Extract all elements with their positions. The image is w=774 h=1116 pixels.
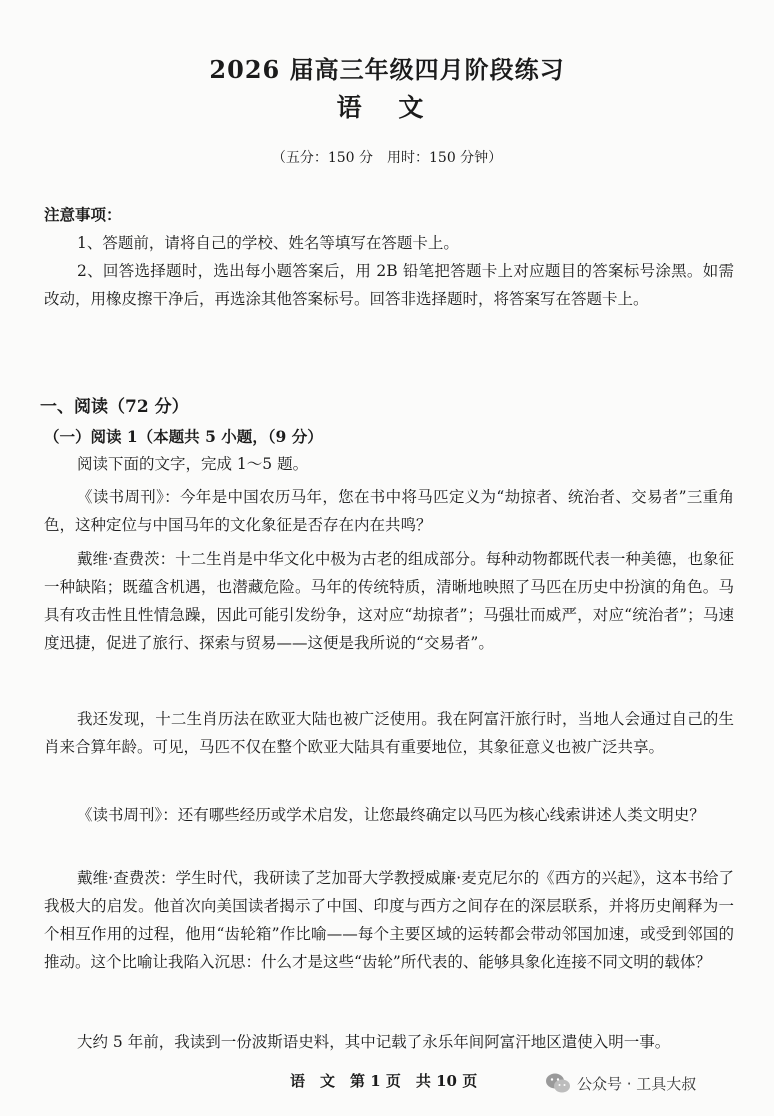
exam-meta: （五分：150 分 用时：150 分钟） <box>271 150 503 166</box>
watermark-text: 公众号 · 工具大叔 <box>577 1074 697 1093</box>
page-footer: 语 文 第 1 页 共 10 页 <box>290 1072 478 1090</box>
article-paragraph: 《读书周刊》：还有哪些经历或学术启发，让您最终确定以马匹为核心线索讲述人类文明史？ <box>77 806 705 824</box>
wechat-icon <box>545 1072 571 1094</box>
watermark <box>545 1072 696 1094</box>
notice-heading: 注意事项： <box>44 205 122 224</box>
sub-section-heading: （一）阅读 1（本题共 5 小题，（9 分） <box>44 427 323 446</box>
article-paragraph: 《读书周刊》：今年是中国农历马年，您在书中将马匹定义为“劫掠者、统治者、交易者”三重角色，这种定位与中国马年的文化象征是否存在内在共鸣？ <box>44 488 734 534</box>
article-paragraph: 我还发现，十二生肖历法在欧亚大陆也被广泛使用。我在阿富汗旅行时，当地人会通过自己的生肖来合算年龄。可见，马匹不仅在整个欧亚大陆具有重要地位，其象征意义也被广泛共享。 <box>44 710 734 756</box>
exam-title: 2026 届高三年级四月阶段练习 <box>209 55 565 84</box>
notice-item-1: 1、答题前，请将自己的学校、姓名等填写在答题卡上。 <box>77 234 459 252</box>
reading-instruction: 阅读下面的文字，完成 1～5 题。 <box>77 455 309 473</box>
article-paragraph: 大约 5 年前，我读到一份波斯语史料，其中记载了永乐年间阿富汗地区遣使入明一事。 <box>77 1033 671 1051</box>
notice-item-2: 2、回答选择题时，选出每小题答案后，用 2B 铅笔把答题卡上对应题目的答案标号涂黑。如需改动，用橡皮擦干净后，再选涂其他答案标号。回答非选择题时，将答案写在答题卡上。 <box>44 262 734 308</box>
article-paragraph: 戴维·查费茨：学生时代，我研读了芝加哥大学教授威廉·麦克尼尔的《西方的兴起》，这本书给了我极大的启发。他首次向美国读者揭示了中国、印度与西方之间存在的深层联系，并将历史阐释为一个相互作用的过程，他用“齿轮箱”作比喻——每个主要区域的运转都会带动邻国加速，或受到邻国的推动。这个比喻让我陷入沉思：什么才是这些“齿轮”所代表的、能够具象化连接不同文明的载体？ <box>44 869 734 971</box>
article-paragraph: 戴维·查费茨：十二生肖是中华文化中极为古老的组成部分。每种动物都既代表一种美德，也象征一种缺陷；既蕴含机遇，也潜藏危险。马年的传统特质，清晰地映照了马匹在历史中扮演的角色。马具有攻击性且性情急躁，因此可能引发纷争，这对应“劫掠者”；马强壮而威严，对应“统治者”；马速度迅捷，促进了旅行、探索与贸易——这便是我所说的“交易者”。 <box>44 550 734 652</box>
section-heading: 一、阅读（72 分） <box>40 397 189 417</box>
subject-title: 语 文 <box>336 93 438 122</box>
